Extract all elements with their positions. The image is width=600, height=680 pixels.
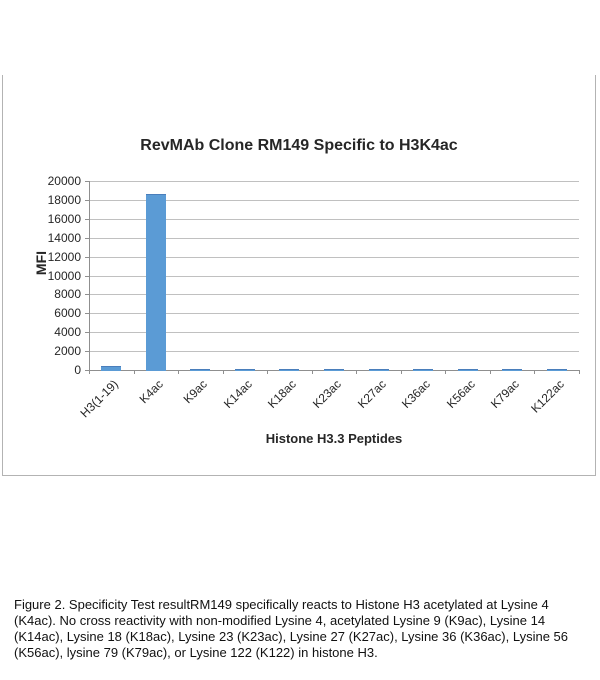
plot-area [89,181,579,370]
x-tick-label: K79ac [488,377,523,411]
y-tick-label: 10000 [47,268,81,283]
x-tick-label: K56ac [443,377,478,411]
bar [190,369,210,371]
bar [146,194,166,371]
bar [502,369,522,371]
x-tick [356,370,357,374]
x-tick-label: K36ac [399,377,433,411]
y-tick-label: 14000 [47,230,81,245]
y-tick-label: 2000 [54,344,81,359]
bar [279,369,299,371]
y-tick-label: 8000 [54,287,81,302]
x-tick [134,370,135,374]
x-tick [401,370,402,374]
bar [235,369,255,371]
x-tick [312,370,313,374]
y-tick [85,200,89,201]
y-axis-title: MFI [33,250,49,276]
x-tick [223,370,224,374]
bar [324,369,344,371]
y-tick-label: 6000 [54,306,81,321]
y-tick [85,313,89,314]
gridline [89,181,579,182]
figure-caption: Figure 2. Specificity Test resultRM149 specifically reacts to Histone H3 acetylated at Lysine 4 (K4ac). No cross reactivity with non-modified Lysine 4, acetylated Lysine 9 (K9ac), Lysine 14 (K14ac), Lysine 18 (K18ac), Lysine 23 (K23ac), Lysine 27 (K27ac), Lysine 36 (K36ac), Lysine 56 (K56ac), lysine 79 (K79ac), or Lysine 122 (K122) in histone H3. [14,597,568,660]
bar [101,366,121,371]
x-tick-label: K9ac [181,377,211,407]
bar [547,369,567,371]
y-tick [85,351,89,352]
x-tick-label: K122ac [527,377,567,416]
x-tick [89,370,90,374]
y-tick-label: 0 [74,363,81,377]
y-axis-line [89,181,90,370]
x-tick [445,370,446,374]
y-tick-label: 20000 [47,174,81,188]
x-tick [267,370,268,374]
chart-title: RevMAb Clone RM149 Specific to H3K4ac [140,137,458,154]
y-tick [85,294,89,295]
bar [458,369,478,371]
bar [369,369,389,371]
x-tick-label: K4ac [136,377,166,407]
y-tick [85,219,89,220]
x-tick-label: K14ac [220,377,255,411]
x-tick-label: K18ac [265,377,300,411]
chart-object [2,75,596,476]
x-tick [490,370,491,374]
y-tick [85,238,89,239]
y-tick [85,181,89,182]
y-tick [85,332,89,333]
y-tick-label: 4000 [54,325,81,340]
x-tick [178,370,179,374]
bar [413,369,433,371]
x-tick [579,370,580,374]
y-tick [85,257,89,258]
y-tick-label: 18000 [47,192,81,207]
x-tick [534,370,535,374]
x-tick-label: H3(1-19) [77,377,122,421]
y-tick-label: 16000 [47,211,81,226]
x-tick-label: K27ac [354,377,389,411]
y-tick [85,276,89,277]
x-tick-label: K23ac [309,377,344,411]
x-axis-title: Histone H3.3 Peptides [265,431,403,446]
y-tick-label: 12000 [47,249,81,264]
